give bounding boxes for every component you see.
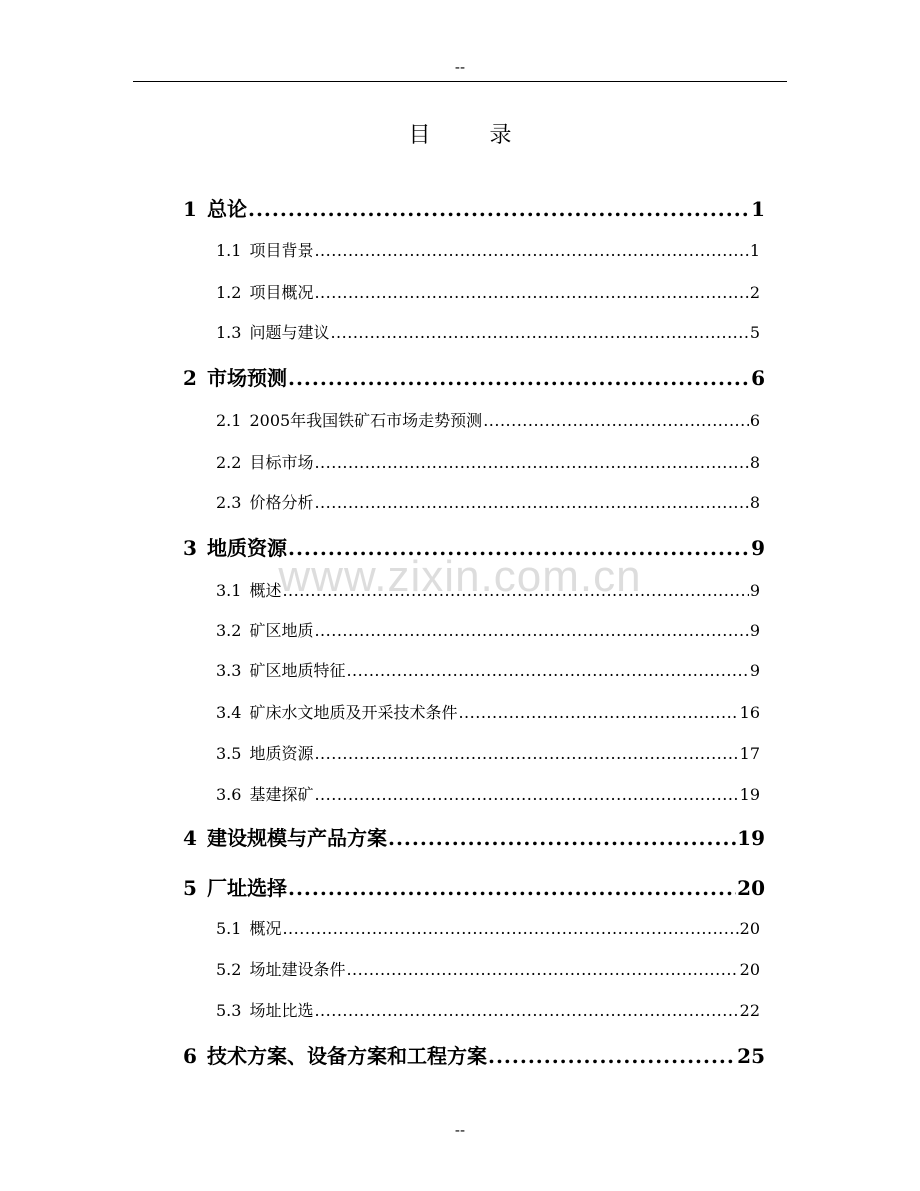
toc-chapter-entry[interactable]	[183, 193, 765, 222]
page-title: 目 录	[408, 123, 538, 148]
toc-page-number: 5	[749, 323, 760, 342]
toc-section-entry[interactable]	[216, 998, 760, 1021]
toc-entry-title: 项目背景	[249, 241, 314, 260]
toc-entry-title: 市场预测	[207, 366, 287, 390]
toc-entry-title: 目标市场	[249, 453, 314, 472]
toc-dot-leader	[314, 1001, 738, 1020]
toc-entry-number: 5	[183, 876, 197, 900]
toc-entry-title: 场址建设条件	[249, 960, 346, 979]
toc-dot-leader	[314, 785, 738, 804]
toc-entry-title: 价格分析	[249, 493, 314, 512]
toc-dot-leader	[458, 703, 738, 722]
toc-page-number: 6	[749, 411, 760, 430]
toc-chapter-entry[interactable]	[183, 1040, 765, 1069]
toc-entry-title: 基建探矿	[249, 785, 314, 804]
toc-entry-title: 地质资源	[207, 536, 287, 560]
toc-entry-number: 3.6	[216, 785, 242, 804]
header-text: --	[454, 58, 466, 76]
toc-section-entry[interactable]	[216, 700, 760, 723]
toc-page-number: 9	[751, 536, 765, 560]
toc-page-number: 20	[739, 960, 760, 979]
toc-entry-number: 4	[183, 826, 197, 850]
toc-chapter-entry[interactable]	[183, 872, 765, 901]
toc-section-entry[interactable]	[216, 320, 760, 343]
toc-page-number: 8	[749, 493, 760, 512]
toc-entry-number: 3	[183, 536, 197, 560]
toc-section-entry[interactable]	[216, 916, 760, 939]
toc-entry-number: 1	[183, 197, 197, 221]
toc-section-entry[interactable]	[216, 741, 760, 764]
toc-entry-title: 2005年我国铁矿石市场走势预测	[249, 411, 483, 430]
toc-section-entry[interactable]	[216, 280, 760, 303]
toc-page-number: 1	[751, 197, 765, 221]
toc-dot-leader	[483, 411, 749, 430]
toc-page-number: 9	[749, 581, 760, 600]
toc-section-entry[interactable]	[216, 408, 760, 431]
toc-entry-title: 建设规模与产品方案	[207, 826, 387, 850]
toc-chapter-entry[interactable]	[183, 362, 765, 391]
toc-dot-leader	[282, 919, 738, 938]
toc-entry-number: 2.1	[216, 411, 242, 430]
toc-dot-leader	[314, 621, 748, 640]
toc-section-entry[interactable]	[216, 618, 760, 641]
toc-page-number: 19	[737, 826, 765, 850]
toc-entry-title: 矿区地质	[249, 621, 314, 640]
toc-section-entry[interactable]	[216, 957, 760, 980]
toc-section-entry[interactable]	[216, 450, 760, 473]
toc-page-number: 2	[749, 283, 760, 302]
toc-dot-leader	[314, 283, 748, 302]
toc-entry-number: 3.1	[216, 581, 242, 600]
toc-entry-title: 问题与建议	[249, 323, 330, 342]
toc-entry-title: 概述	[249, 581, 282, 600]
page-footer: --	[454, 1121, 466, 1139]
toc-section-entry[interactable]	[216, 578, 760, 601]
toc-dot-leader	[314, 453, 748, 472]
toc-dot-leader	[346, 960, 738, 979]
toc-page-number: 25	[737, 1044, 765, 1068]
toc-dot-leader	[288, 536, 750, 560]
toc-entry-title: 概况	[249, 919, 282, 938]
toc-entry-number: 1.1	[216, 241, 242, 260]
toc-section-entry[interactable]	[216, 238, 760, 261]
toc-section-entry[interactable]	[216, 658, 760, 681]
toc-page-number: 19	[739, 785, 760, 804]
toc-page-number: 17	[739, 744, 760, 763]
toc-entry-number: 6	[183, 1044, 197, 1068]
toc-page-number: 8	[749, 453, 760, 472]
toc-entry-title: 矿区地质特征	[249, 661, 346, 680]
toc-entry-title: 厂址选择	[207, 876, 287, 900]
toc-page-number: 22	[739, 1001, 760, 1020]
toc-dot-leader	[314, 744, 738, 763]
toc-entry-number: 3.3	[216, 661, 242, 680]
toc-section-entry[interactable]	[216, 782, 760, 805]
toc-entry-title: 矿床水文地质及开采技术条件	[249, 703, 458, 722]
toc-entry-title: 地质资源	[249, 744, 314, 763]
toc-chapter-entry[interactable]	[183, 822, 765, 851]
toc-entry-number: 5.1	[216, 919, 242, 938]
toc-entry-number: 2.3	[216, 493, 242, 512]
toc-dot-leader	[488, 1044, 736, 1068]
toc-entry-number: 3.2	[216, 621, 242, 640]
toc-page-number: 9	[749, 661, 760, 680]
toc-entry-title: 场址比选	[249, 1001, 314, 1020]
toc-entry-number: 3.4	[216, 703, 242, 722]
toc-page-number: 16	[739, 703, 760, 722]
toc-page-number: 9	[749, 621, 760, 640]
toc-page-number: 20	[737, 876, 765, 900]
toc-entry-number: 3.5	[216, 744, 242, 763]
toc-entry-title: 项目概况	[249, 283, 314, 302]
toc-entry-number: 1.3	[216, 323, 242, 342]
toc-entry-number: 2	[183, 366, 197, 390]
toc-entry-number: 5.2	[216, 960, 242, 979]
toc-dot-leader	[288, 366, 750, 390]
toc-entry-number: 5.3	[216, 1001, 242, 1020]
toc-entry-number: 2.2	[216, 453, 242, 472]
toc-chapter-entry[interactable]	[183, 532, 765, 561]
toc-page-number: 1	[749, 241, 760, 260]
toc-dot-leader	[388, 826, 736, 850]
toc-dot-leader	[248, 197, 750, 221]
toc-page-number: 20	[739, 919, 760, 938]
watermark: www.zixin.com.cn	[278, 552, 642, 601]
toc-entry-title: 技术方案、设备方案和工程方案	[207, 1044, 487, 1068]
toc-section-entry[interactable]	[216, 490, 760, 513]
toc-dot-leader	[282, 581, 748, 600]
toc-dot-leader	[346, 661, 748, 680]
toc-dot-leader	[330, 323, 748, 342]
toc-dot-leader	[314, 241, 748, 260]
toc-entry-title: 总论	[207, 197, 247, 221]
toc-dot-leader	[314, 493, 748, 512]
toc-entry-number: 1.2	[216, 283, 242, 302]
toc-page-number: 6	[751, 366, 765, 390]
toc-dot-leader	[288, 876, 736, 900]
